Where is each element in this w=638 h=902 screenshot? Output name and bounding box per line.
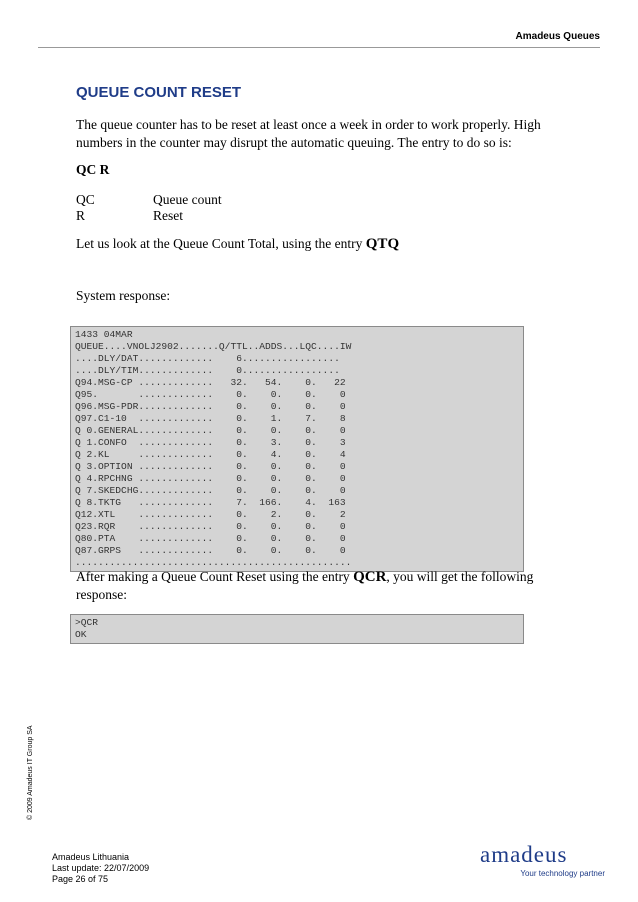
amadeus-logo [480,843,605,883]
terminal-line: Q94.MSG-CP ............. 32. 54. 0. 22 [75,377,346,388]
terminal-line: Q 1.CONFO ............. 0. 3. 0. 3 [75,437,346,448]
footer-company: Amadeus Lithuania [52,852,130,862]
code-qc: QC [76,192,95,207]
entry-command: QC R [76,162,110,177]
footer-update: Last update: 22/07/2009 [52,863,150,873]
code-r: R [76,208,86,223]
terminal-line: Q96.MSG-PDR............. 0. 0. 0. 0 [75,401,346,412]
section-title: QUEUE COUNT RESET [76,84,242,101]
terminal-line: Q97.C1-10 ............. 0. 1. 7. 8 [75,413,346,424]
terminal-line: Q 4.RPCHNG ............. 0. 0. 0. 0 [75,473,346,484]
qtq-terminal [70,326,524,572]
terminal-line: >QCR [75,617,99,628]
logo-wordmark: amadeus [480,842,568,867]
qcr-paragraph [76,568,546,604]
qtq-prefix: Let us look at the Queue Count Total, using the entry [76,236,366,251]
terminal-line: Q87.GRPS ............. 0. 0. 0. 0 [75,545,346,556]
terminal-line: Q 0.GENERAL............. 0. 0. 0. 0 [75,425,346,436]
qcr-terminal [70,614,524,644]
header-divider [38,47,600,48]
terminal-line: Q12.XTL ............. 0. 2. 0. 2 [75,509,346,520]
terminal-line: Q 8.TKTG ............. 7. 166. 4. 163 [75,497,346,508]
qcr-prefix: After making a Queue Count Reset using the entry [76,569,354,584]
terminal-line: QUEUE....VNOLJ2902.......Q/TTL..ADDS...LQC....IW [75,341,352,352]
code-qc-desc: Queue count [153,192,222,207]
terminal-line: Q 3.OPTION ............. 0. 0. 0. 0 [75,461,346,472]
qcr-suffix: , you will get the following response: [76,569,534,602]
header-title: Amadeus Queues [515,31,600,42]
terminal-line: Q 7.SKEDCHG............. 0. 0. 0. 0 [75,485,346,496]
terminal-line: Q 2.KL ............. 0. 4. 0. 4 [75,449,346,460]
terminal-line: 1433 04MAR [75,329,133,340]
terminal-line: ....DLY/TIM............. 0................. [75,365,340,376]
copyright-note: © 2009 Amadeus IT Group SA [27,725,34,820]
terminal-line: ....DLY/DAT............. 6................. [75,353,340,364]
qtq-entry: QTQ [365,236,400,252]
system-response-label: System response: [76,288,171,303]
terminal-line: ................................................ [75,557,352,568]
terminal-line: Q80.PTA ............. 0. 0. 0. 0 [75,533,346,544]
terminal-line: OK [75,629,87,640]
qcr-entry: QCR [353,569,387,585]
code-r-desc: Reset [153,208,183,223]
footer-page: Page 26 of 75 [52,874,109,884]
footer [52,852,149,885]
logo-tagline: Your technology partner [520,869,605,878]
terminal-line: Q23.RQR ............. 0. 0. 0. 0 [75,521,346,532]
terminal-line: Q95. ............. 0. 0. 0. 0 [75,389,346,400]
intro-paragraph: The queue counter has to be reset at least once a week in order to work properly. High numbers in the counter may disrupt the automatic queuing. The entry to do so is: [76,117,541,150]
qtq-paragraph [76,235,546,253]
